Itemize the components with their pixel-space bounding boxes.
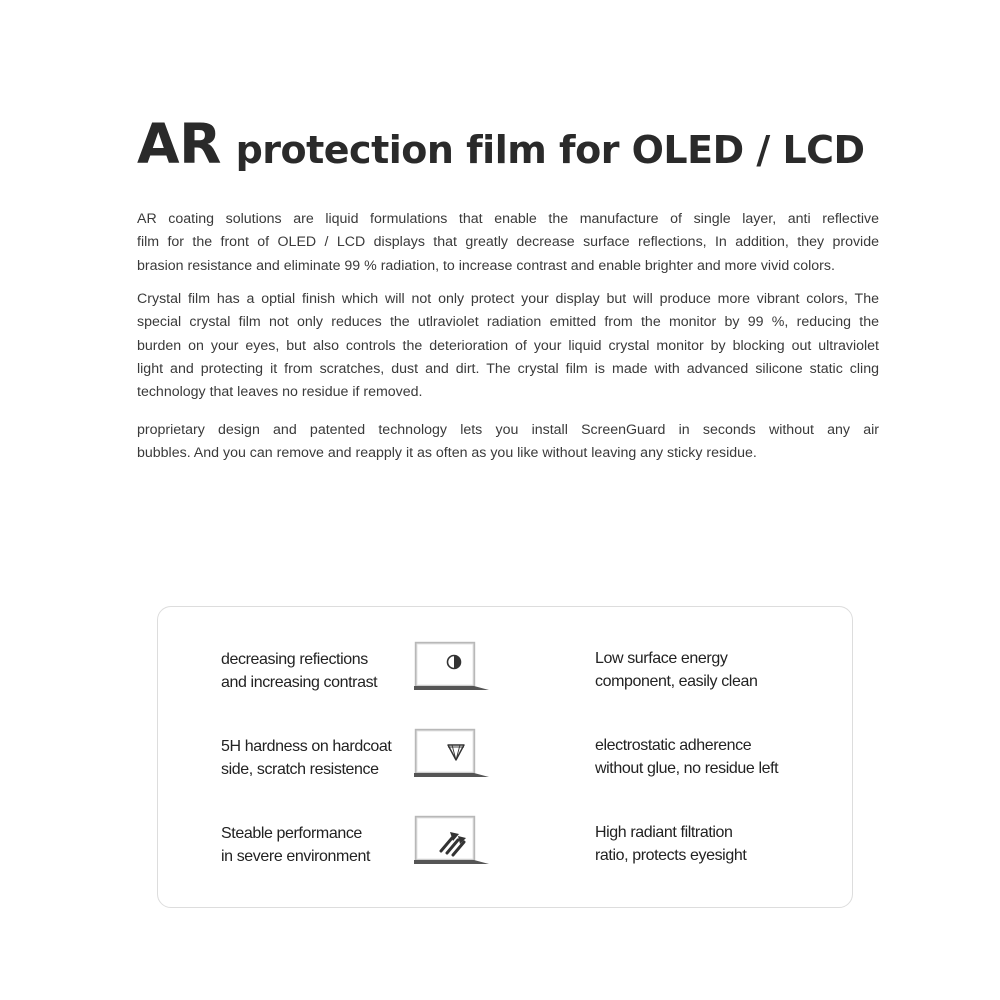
paragraph-line: bubbles. And you can remove and reapply it as often as you like without leaving any sticky residue.	[137, 445, 757, 462]
title-oled-lcd: OLED / LCD	[631, 128, 865, 172]
feature-line: ratio, protects eyesight	[595, 847, 747, 864]
paragraph-line: proprietary design and patented technology lets you install ScreenGuard in seconds without any air	[137, 422, 879, 438]
contrast-monitor-icon	[414, 641, 489, 691]
paragraph-line: technology that leaves no residue if removed.	[137, 384, 423, 401]
feature-surface-energy	[595, 647, 757, 693]
diamond-monitor-icon	[414, 728, 489, 778]
feature-hardness	[221, 735, 391, 781]
feature-line: 5H hardness on hardcoat	[221, 738, 392, 755]
arrows-monitor-icon	[414, 815, 489, 865]
paragraph-line: Crystal film has a optial finish which will not only protect your display but will produce more vibrant colors, The	[137, 291, 879, 307]
feature-line: and increasing contrast	[221, 674, 378, 691]
title-protection-film: protection film for	[235, 128, 619, 172]
feature-performance	[221, 822, 370, 868]
feature-adherence	[595, 734, 778, 780]
feature-line: side, scratch resistence	[221, 761, 379, 778]
feature-reflections	[221, 648, 377, 694]
paragraph-line: AR coating solutions are liquid formulations that enable the manufacture of single layer, anti reflective	[137, 211, 879, 227]
feature-line: electrostatic adherence	[595, 737, 752, 754]
paragraph-line: special crystal film not only reduces the utlraviolet radiation emitted from the monitor by 99 %, reducing the	[137, 314, 879, 331]
paragraph-line: brasion resistance and eliminate 99 % radiation, to increase contrast and enable brighter and more vivid colors.	[137, 257, 835, 274]
paragraph-ar-coating	[137, 208, 879, 278]
paragraph-screenguard	[137, 419, 879, 466]
feature-line: component, easily clean	[595, 673, 758, 690]
paragraph-line: film for the front of OLED / LCD displays that greatly decrease surface reflections, In addition, they provide	[137, 234, 879, 251]
feature-line: High radiant filtration	[595, 824, 733, 841]
title-ar: AR	[137, 112, 221, 176]
paragraph-crystal-film	[137, 288, 879, 404]
feature-filtration	[595, 821, 746, 867]
paragraph-line: light and protecting it from scratches, dust and dirt. The crystal film is made with advanced silicone static cling	[137, 360, 879, 377]
paragraph-line: burden on your eyes, but also controls the deterioration of your liquid crystal monitor by blocking out ultraviolet	[137, 337, 879, 354]
feature-line: Steable performance	[221, 825, 362, 842]
feature-line: decreasing refiections	[221, 651, 368, 668]
feature-line: Low surface energy	[595, 650, 728, 667]
page-title	[137, 112, 865, 176]
feature-line: in severe environment	[221, 848, 371, 865]
feature-line: without glue, no residue left	[595, 760, 779, 777]
